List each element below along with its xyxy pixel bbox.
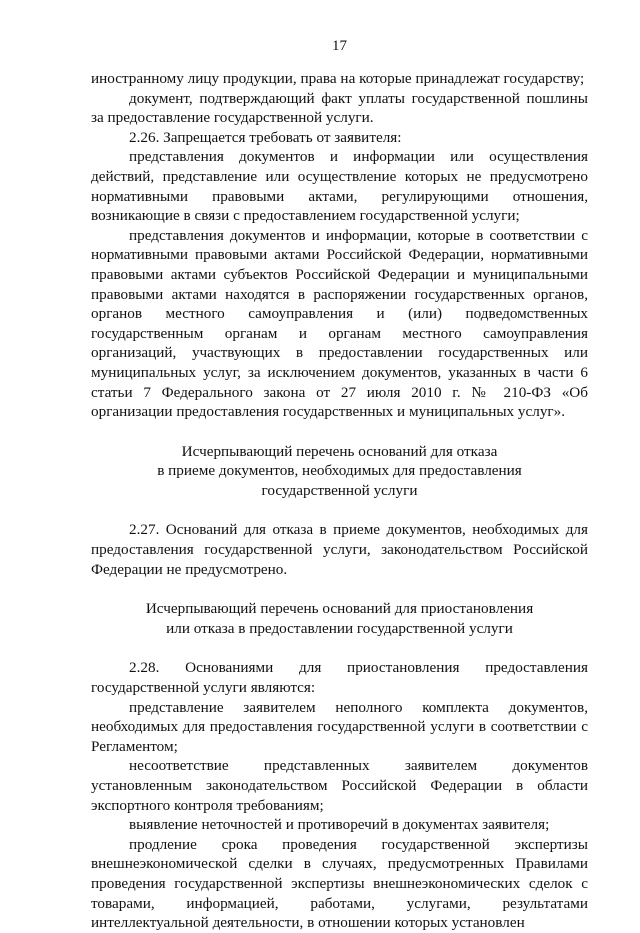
heading-line: в приеме документов, необходимых для предоставления: [157, 462, 522, 480]
document-body: [91, 69, 588, 933]
heading-line: Исчерпывающий перечень оснований для приостановления: [145, 600, 534, 618]
paragraph-ground-mismatch: несоответствие представленных заявителем документов установленным законодательством Российской Федерации в области экспортного контроля требованиям;: [91, 757, 588, 814]
paragraph-2-27: 2.27. Оснований для отказа в приеме документов, необходимых для предоставления государственной услуги, законодательством Российской Федерации не предусмотрено.: [91, 521, 588, 578]
paragraph-ground-inaccuracies: выявление неточностей и противоречий в документах заявителя;: [129, 816, 550, 834]
paragraph-fee-document: документ, подтверждающий факт уплаты государственной пошлины за предоставление государственной услуги.: [91, 89, 588, 127]
section-heading-refusal-acceptance: [91, 442, 588, 501]
paragraph-ground-extension: продление срока проведения государственной экспертизы внешнеэкономической сделки в случаях, предусмотренных Правилами проведения государственной экспертизы внешнеэкономических сделок с товарами, информацией, работами, услугами, результатами интеллектуальной деятельности, в отношении которых установлен: [91, 835, 588, 932]
section-heading-suspension: [91, 599, 588, 638]
page-number: 17: [332, 38, 347, 54]
paragraph-ground-incomplete: представление заявителем неполного комплекта документов, необходимых для предоставления государственной услуги в соответствии с Регламентом;: [91, 698, 588, 755]
paragraph-continuation: иностранному лицу продукции, права на которые принадлежат государству;: [91, 70, 585, 87]
paragraph-prohibition-2: представления документов и информации, которые в соответствии с нормативными правовыми актами Российской Федерации, нормативными правовыми актами субъектов Российской Федерации и муниципальными правовыми актами находятся в распоряжении государственных органов, органов местного самоуправления и (или) подведомственных государственным органам и органам местного самоуправления организаций, участвующих в предоставлении государственных или муниципальных услуг, за исключением документов, указанных в части 6 статьи 7 Федерального закона от 27 июля 2010 г. № 210-ФЗ «Об организации предоставления государственных и муниципальных услуг».: [91, 226, 588, 421]
heading-line: государственной услуги: [261, 481, 418, 499]
paragraph-prohibition-1: представления документов и информации или осуществления действий, представление или осуществление которых не предусмотрено нормативными правовыми актами, регулирующими отношения, возникающие в связи с предоставлением государственной услуги;: [91, 148, 588, 225]
paragraph-2-28: 2.28. Основаниями для приостановления предоставления государственной услуги являются:: [91, 659, 588, 697]
heading-line: Исчерпывающий перечень оснований для отказа: [181, 442, 498, 460]
heading-line: или отказа в предоставлении государственной услуги: [166, 619, 513, 637]
paragraph-2-26: 2.26. Запрещается требовать от заявителя:: [129, 128, 402, 146]
